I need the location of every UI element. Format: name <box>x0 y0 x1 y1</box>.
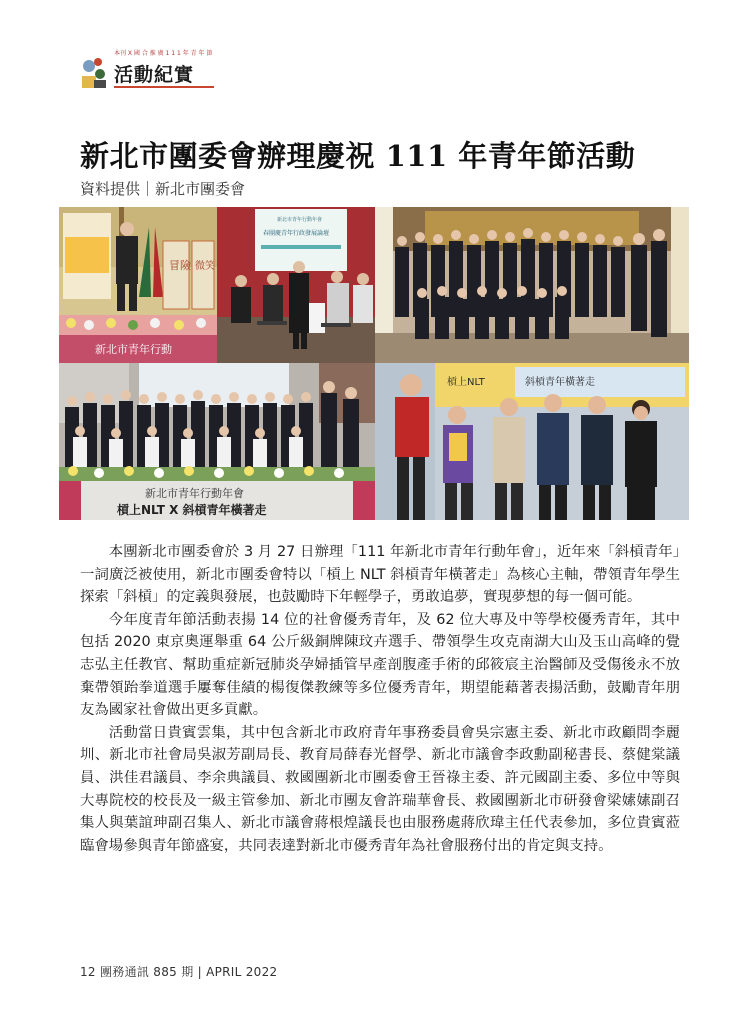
logo-mark-icon <box>80 54 108 90</box>
photo-speaker-stage <box>59 207 217 363</box>
article-credit: 資料提供｜新北市團委會 <box>80 180 246 198</box>
youth-banner-line1: 新北市青年行動年會 <box>145 487 244 500</box>
stand-sign-1: 冒險 <box>169 259 191 272</box>
section-underline <box>114 86 214 88</box>
section-name: 活動紀實 <box>114 64 195 86</box>
page-footer: 12 團務通訊 885 期 | APRIL 2022 <box>80 965 278 979</box>
photo-youth-group <box>59 363 375 520</box>
photo-panel-forum <box>217 207 375 363</box>
forum-banner-top: 新北市青年行動年會 <box>277 217 323 223</box>
stand-sign-2: 微笑 <box>195 261 215 272</box>
article-title: 新北市團委會辦理慶祝 111 年青年節活動 <box>80 139 636 173</box>
section-logo <box>80 46 220 96</box>
vip-sign-right: 斜槓青年橫著走 <box>525 377 595 388</box>
stage-banner-text: 新北市青年行動 <box>95 343 172 356</box>
article-paragraph-2: 今年度青年節活動表揚 14 位的社會優秀青年，及 62 位大專及中等學校優秀青年，其中包括 2020 東京奧運舉重 64 公斤級銅牌陳玟卉選手、帶領學生攻克南湖大山及玉山高峰的覺志弘主任教官、幫助重症新冠肺炎孕婦插管早產剖腹產手術的邱筱宸主治醫師及受傷後永不放棄帶領跆拳道選手屢奪佳績的楊復傑教練等多位優秀青年，期望能藉著表揚活動，鼓勵青年朋友為國家社會做出更多貢獻。 <box>80 611 680 719</box>
vip-sign-left: 槓上NLT <box>447 377 485 388</box>
photo-vip-guests <box>375 363 689 520</box>
header-tagline: 本刊 X 國 合 推 廣 1 1 1 年 青 年 節 <box>114 50 213 57</box>
article-paragraph-3: 活動當日貴賓雲集，其中包含新北市政府青年事務委員會吳宗憲主委、新北市政顧問李麗圳、新北市社會局吳淑芳副局長、教育局薛春光督學、新北市議會李政勳副秘書長、蔡健棠議員、洪佳君議員、李余典議員、救國團新北市團委會王晉祿主委、許元國副主委、多位中等與大專院校的校長及一級主管參加、新北市團友會許瑞華會長、救國團新北市研發會梁嫊嫊副召集人與葉誼珅副召集人、新北市議會蔣根煌議長也由服務處蔣欣瑋主任代表參加，多位貴賓蒞臨會場參與青年節盛宴，共同表達對新北市優秀青年為社會服務付出的肯定與支持。 <box>80 724 680 854</box>
article-body <box>80 541 680 857</box>
article-paragraph-1: 本團新北市團委會於 3 月 27 日辦理「111 年新北市青年行動年會」，近年來「斜槓青年」一詞廣泛被使用，新北市團委會特以「槓上 NLT 斜槓青年橫著走」為核心主軸，帶領青年學生探索「斜槓」的定義與發展，也鼓勵時下年輕學子，勇敢追夢，實現夢想的每一個可能。 <box>80 544 680 606</box>
forum-banner-main: 春團慶青年行政發展論壇 <box>263 230 330 237</box>
photo-honorees-group <box>375 207 689 363</box>
youth-banner-line2: 槓上NLT X 斜槓青年橫著走 <box>117 503 267 517</box>
